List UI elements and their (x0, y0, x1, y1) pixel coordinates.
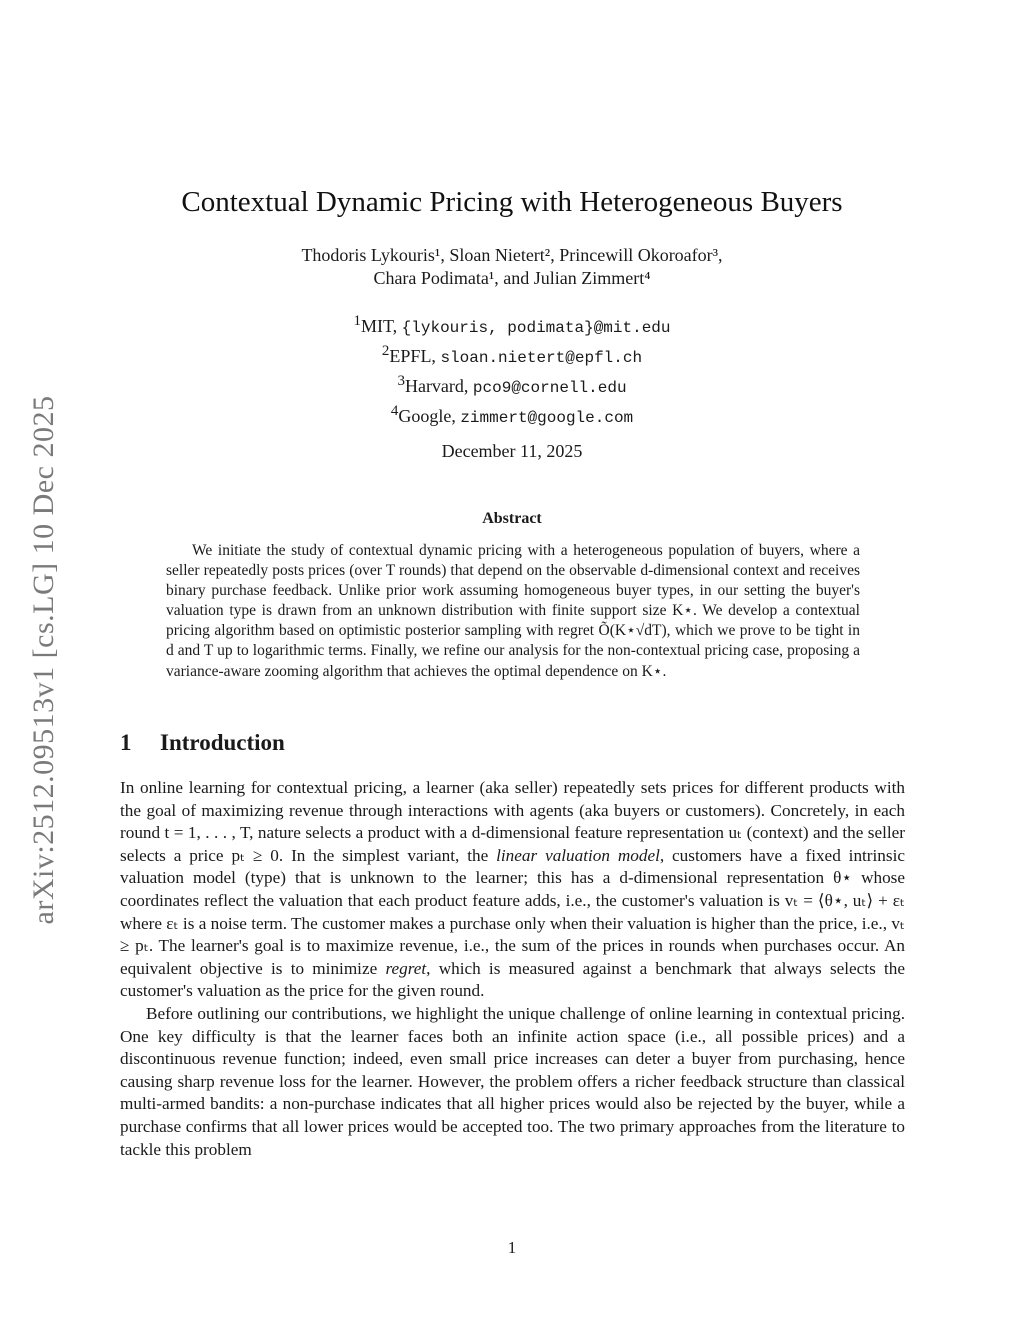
text-run: In online learning for contextual pricing, a learner (aka seller) repeatedly sets prices for different products with the goal of maximizing revenue through interactions with agents (aka buyers or customers). Concretely, in each round t = 1, . . . , T, nature selects a product with a d-dimensional feature representation uₜ (context) and the seller selects a price pₜ ≥ 0. In the simplest variant, the (120, 778, 905, 865)
body-text (120, 777, 905, 1161)
affiliation-org: EPFL, (389, 346, 441, 366)
section-number: 1 (120, 730, 132, 755)
affiliation-1 (120, 310, 904, 340)
authors-line-1: Thodoris Lykouris¹, Sloan Nietert², Princewill Okoroafor³, (301, 245, 723, 265)
affiliation-marker: 2 (381, 343, 390, 359)
paragraph (120, 777, 905, 1003)
arxiv-id: arXiv:2512.09513v1 [cs.LG] 10 Dec 2025 (27, 395, 60, 925)
affiliation-4 (120, 400, 904, 430)
section-title: Introduction (160, 730, 285, 755)
affiliation-email[interactable]: {lykouris, podimata}@mit.edu (401, 319, 671, 337)
affiliation-marker: 1 (353, 313, 361, 329)
text-run: , which is measured against a benchmark that always selects the customer's valuation as the price for the given round. (120, 958, 905, 1001)
emphasis: linear valuation model (496, 845, 660, 865)
affiliation-3 (120, 370, 904, 400)
affiliation-2 (120, 340, 904, 370)
publication-date: December 11, 2025 (441, 441, 583, 461)
affiliation-email[interactable]: pco9@cornell.edu (472, 379, 627, 397)
abstract-text: We initiate the study of contextual dynamic pricing with a heterogeneous population of buyers, where a seller repeatedly posts prices (over T rounds) that depend on the observable d-dimensional context and receives binary purchase feedback. Unlike prior work assuming homogeneous buyer types, in our setting the buyer's valuation type is drawn from an unknown distribution with finite support size K⋆. We develop a contextual pricing algorithm based on optimistic posterior sampling with regret Õ(K⋆√dT), which we prove to be tight in d and T up to logarithmic terms. Finally, we refine our analysis for the non-contextual pricing case, proposing a variance-aware zooming algorithm that achieves the optimal dependence on K⋆. (166, 542, 860, 680)
abstract-heading: Abstract (482, 510, 542, 527)
paper-title: Contextual Dynamic Pricing with Heterogeneous Buyers (181, 186, 843, 218)
emphasis: regret (385, 958, 427, 978)
affiliation-marker: 3 (397, 373, 405, 389)
affiliation-email[interactable]: zimmert@google.com (460, 409, 634, 427)
affiliation-org: MIT, (360, 316, 402, 336)
affiliation-email[interactable]: sloan.nietert@epfl.ch (440, 349, 643, 367)
author-list (120, 244, 904, 290)
section-heading (120, 730, 285, 756)
page-number: 1 (507, 1238, 517, 1257)
authors-line-2: Chara Podimata¹, and Julian Zimmert⁴ (373, 268, 651, 288)
affiliation-marker: 4 (390, 403, 399, 419)
affiliation-org: Google, (398, 406, 461, 426)
paragraph: Before outlining our contributions, we highlight the unique challenge of online learning in contextual pricing. One key difficulty is that the learner faces both an infinite action space (i.e., all possible prices) and a discontinuous revenue function; indeed, even small price increases can deter a buyer from purchasing, hence causing sharp revenue loss for the learner. However, the problem offers a richer feedback structure than classical multi-armed bandits: a non-purchase indicates that all higher prices would also be rejected by the buyer, while a purchase confirms that all lower prices would be accepted too. The two primary approaches from the literature to tackle this problem (120, 1003, 905, 1159)
text-run: , customers have a fixed intrinsic valuation model (type) that is unknown to the learner; this has a d-dimensional representation θ⋆ whose coordinates reflect the valuation that each product feature adds, i.e., the customer's valuation is vₜ = ⟨θ⋆, uₜ⟩ + εₜ where εₜ is a noise term. The customer makes a purchase only when their valuation is higher than the price, i.e., vₜ ≥ pₜ. The learner's goal is to maximize revenue, i.e., the sum of the prices in rounds when purchases occur. An equivalent objective is to minimize (120, 845, 905, 978)
affiliation-org: Harvard, (404, 376, 473, 396)
affiliations (120, 310, 904, 430)
